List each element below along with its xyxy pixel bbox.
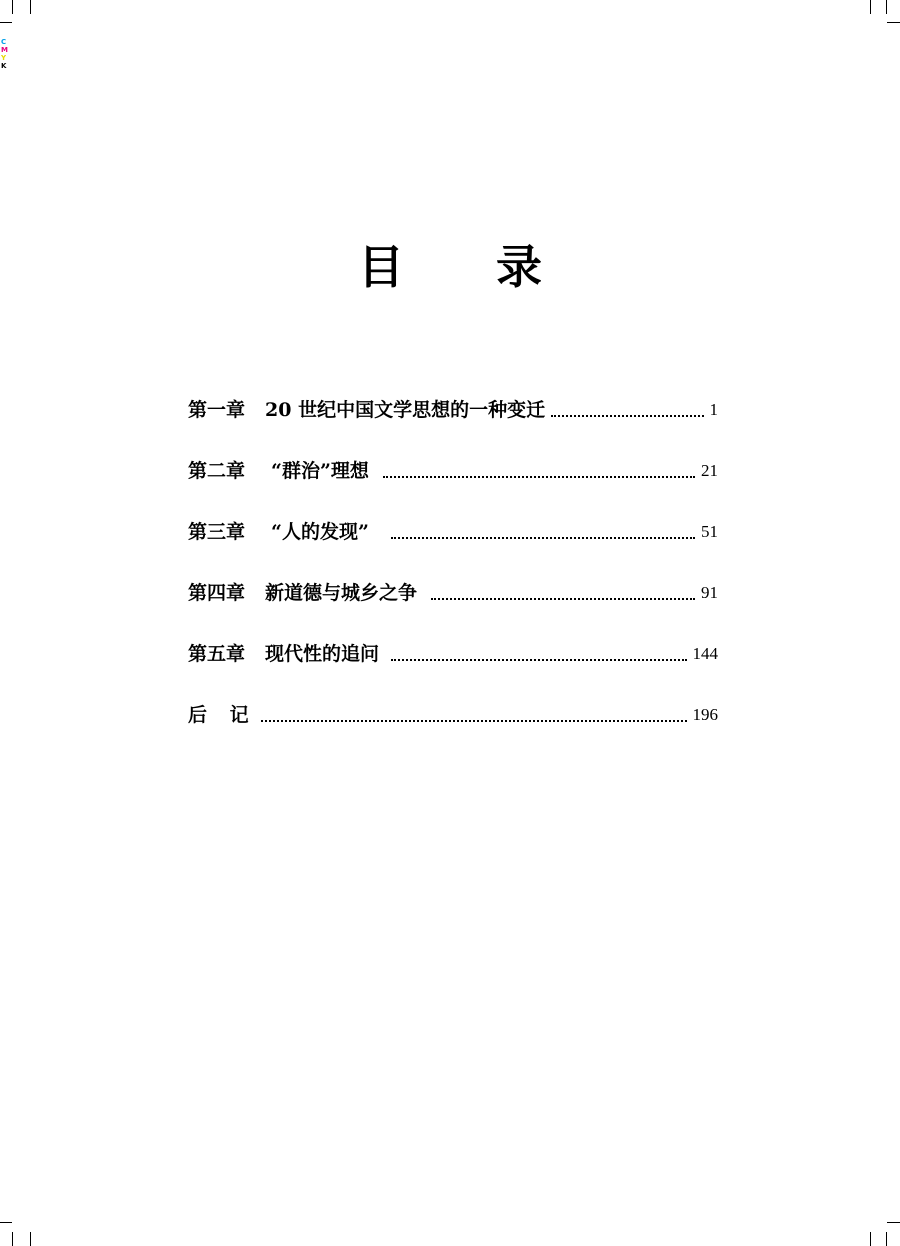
color-m: M	[1, 46, 8, 54]
leader-dots	[391, 658, 686, 661]
toc-entry[interactable]	[188, 578, 718, 608]
leader-dots	[261, 719, 687, 722]
chapter-number: 第五章	[188, 643, 246, 665]
leader-dots	[383, 475, 695, 478]
toc-entry[interactable]	[188, 456, 718, 486]
chapter-number: 第三章	[188, 521, 246, 543]
chapter-number: 后 记	[188, 704, 257, 726]
chapter-title: 新道德与城乡之争	[265, 582, 418, 604]
page-number: 91	[701, 583, 718, 602]
page-number: 51	[701, 522, 718, 541]
page-number: 21	[701, 461, 718, 480]
chapter-title: 20 世纪中国文学思想的一种变迁	[265, 399, 546, 421]
leader-dots	[551, 414, 703, 417]
toc-entry[interactable]	[188, 639, 718, 669]
toc-entry[interactable]	[188, 517, 718, 547]
leader-dots	[391, 536, 695, 539]
toc-entry[interactable]	[188, 700, 718, 730]
chapter-title: 现代性的追问	[265, 643, 380, 665]
page-title: 目 录	[357, 240, 580, 294]
chapter-number: 第一章	[188, 399, 246, 421]
color-y: Y	[1, 54, 7, 62]
page-number: 196	[692, 705, 718, 724]
color-c: C	[1, 38, 7, 46]
page-number: 144	[692, 644, 718, 663]
cmyk-color-bar	[1, 38, 8, 70]
toc-entry[interactable]	[188, 395, 718, 425]
chapter-number: 第二章	[188, 460, 246, 482]
leader-dots	[431, 597, 695, 600]
color-k: K	[1, 62, 7, 70]
page-number: 1	[709, 400, 718, 419]
chapter-title: “群治”理想	[271, 460, 369, 482]
chapter-number: 第四章	[188, 582, 246, 604]
chapter-title: “人的发现”	[271, 521, 369, 543]
